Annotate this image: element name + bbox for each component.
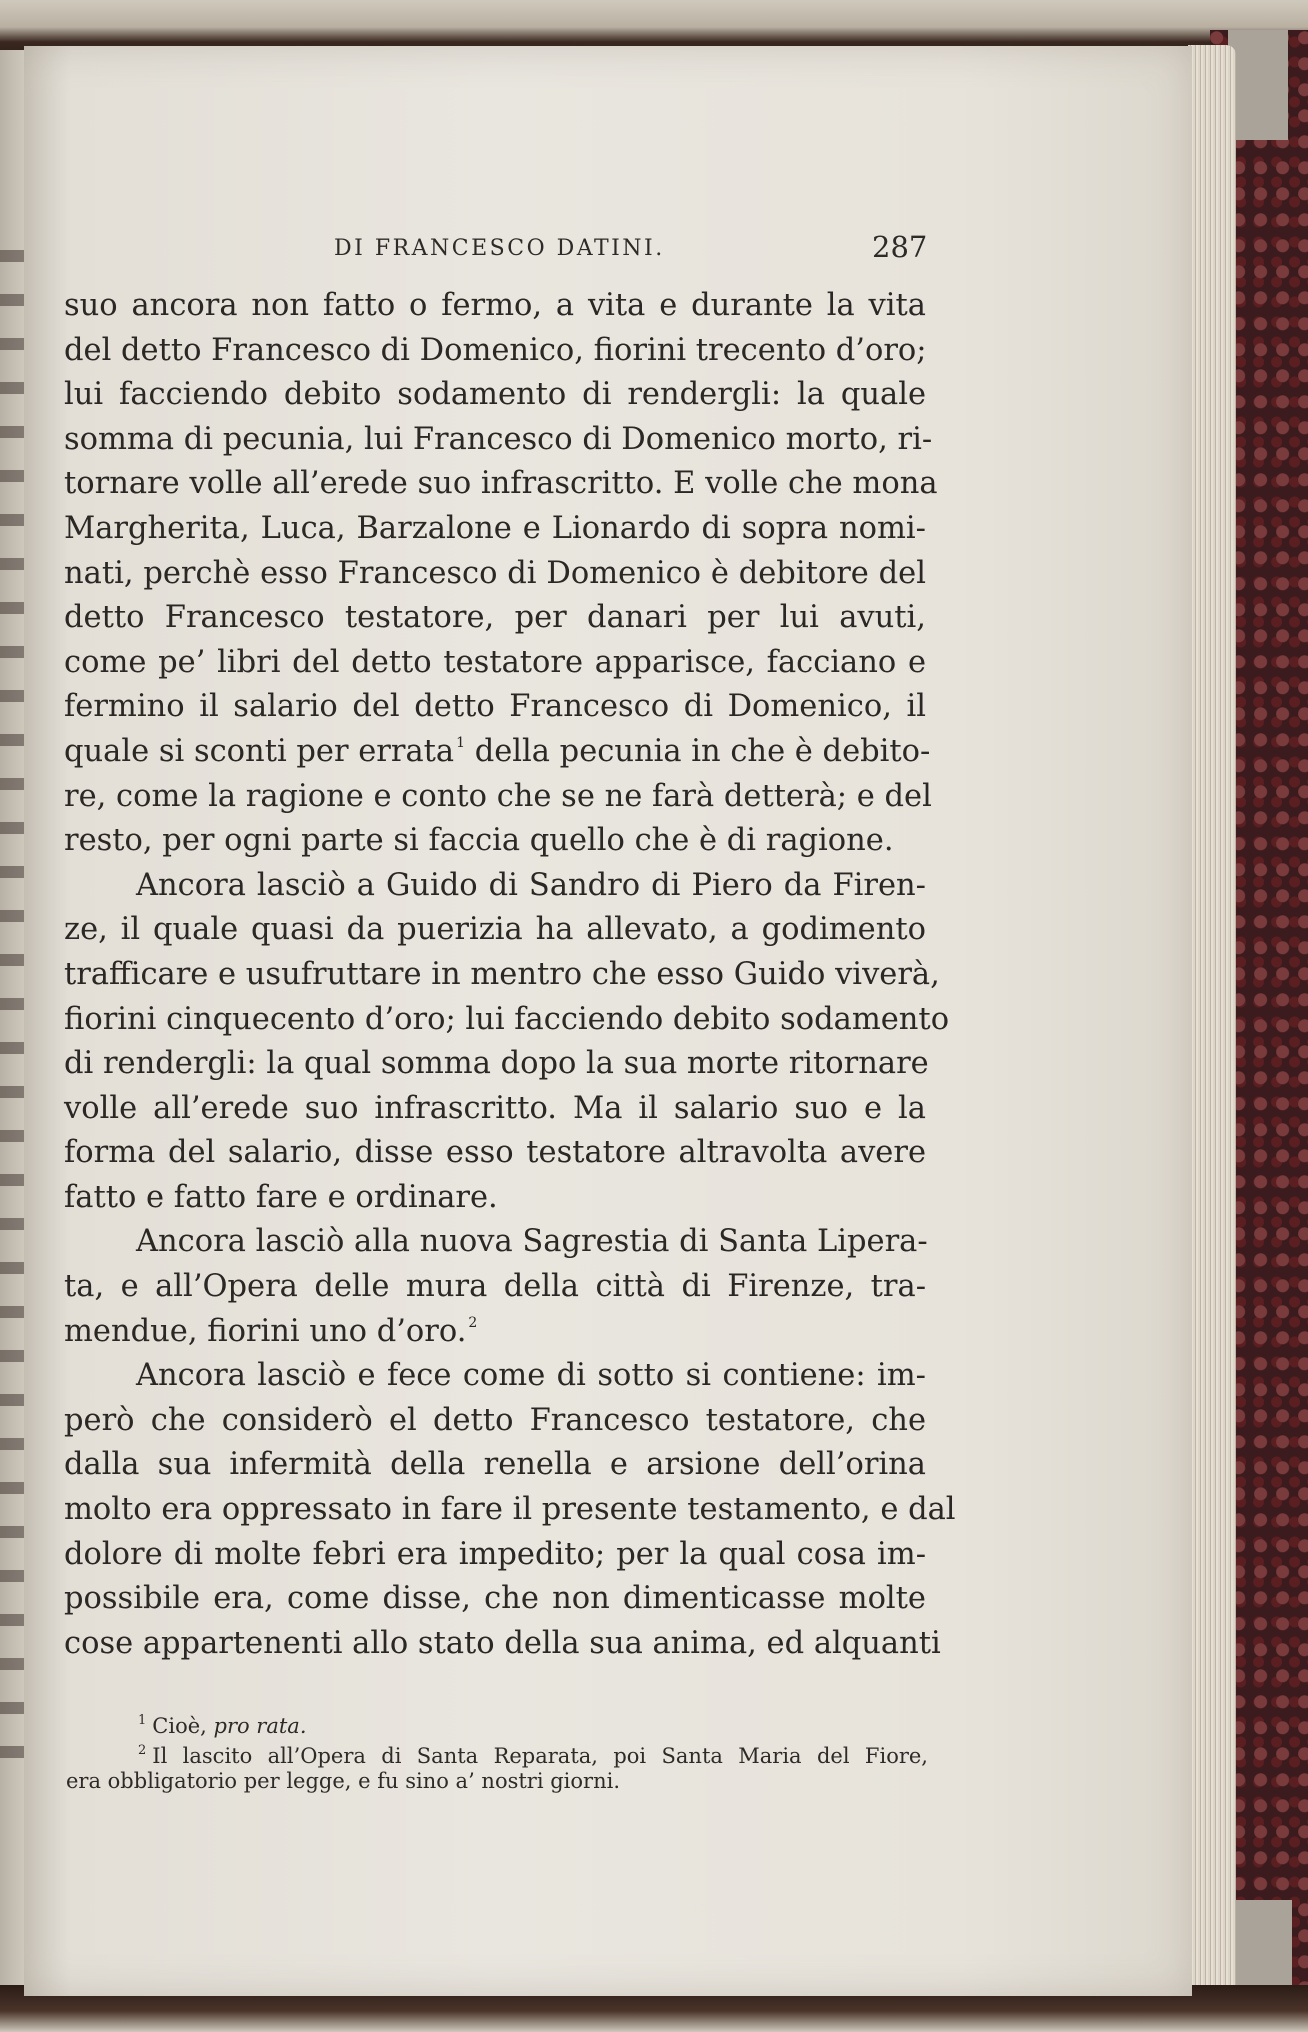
text-line: resto, per ogni parte si faccia quello che è di ragione. [64, 823, 894, 859]
text-line: però che considerò el detto Francesco testatore, che [64, 1402, 926, 1438]
text-line: Ancora lasciò a Guido di Sandro di Piero da Firen- [136, 867, 926, 903]
running-head-title: DI FRANCESCO DATINI. [334, 236, 665, 261]
text-line: fatto e fatto fare e ordinare. [64, 1179, 498, 1215]
body-text [64, 284, 956, 1666]
text-line: fermino il salario del detto Francesco di Domenico, il [64, 689, 926, 725]
text-segment: mendue, fiorini uno d’oro. [64, 1313, 467, 1349]
footnotes [66, 1706, 928, 1796]
text-line-with-note [64, 730, 931, 775]
text-line: Margherita, Luca, Barzalone e Lionardo di sopra nomi- [64, 510, 926, 546]
text-line: del detto Francesco di Domenico, fiorini trecento d’oro; [64, 332, 927, 368]
text-line: come pe’ libri del detto testatore apparisce, facciano e [64, 644, 926, 680]
text-line: Ancora lasciò alla nuova Sagrestia di Santa Lipera- [136, 1224, 928, 1260]
text-line: fiorini cinquecento d’oro; lui facciendo debito sodamento [64, 1001, 950, 1037]
text-line: di rendergli: la qual somma dopo la sua morte ritornare [64, 1046, 929, 1082]
text-line: volle all’erede suo infrascritto. Ma il salario suo e la [64, 1090, 926, 1126]
footnote-2-continuation: era obbligatorio per legge, e fu sino a’ nostri giorni. [66, 1769, 620, 1793]
footnote-text: Il lascito all’Opera di Santa Reparata, poi Santa Maria del Fiore, [152, 1744, 928, 1768]
footnote-1 [66, 1706, 928, 1736]
text-line: ze, il quale quasi da puerizia ha allevato, a godimento [64, 912, 926, 948]
text-line: molto era oppressato in fare il presente testamento, e dal [64, 1492, 956, 1528]
text-line: cose appartenenti allo stato della sua anima, ed alquanti [64, 1625, 941, 1661]
text-line: dolore di molte febri era impedito; per la qual cosa im- [64, 1536, 926, 1572]
text-line: detto Francesco testatore, per danari per lui avuti, [64, 600, 926, 636]
cover-corner-top [1228, 30, 1288, 140]
text-line: somma di pecunia, lui Francesco di Domenico morto, ri- [64, 421, 933, 457]
footnote-ref-2: 2 [468, 1314, 478, 1331]
footnote-2 [66, 1736, 928, 1766]
book-page [24, 46, 1192, 1996]
text-line: ta, e all’Opera delle mura della città di Firenze, tra- [64, 1269, 926, 1305]
text-line: lui facciendo debito sodamento di rendergli: la quale [64, 377, 926, 413]
text-segment: quale si sconti per errata [64, 733, 455, 769]
text-line: trafficare e usufruttare in mentro che esso Guido viverà, [64, 956, 940, 992]
footnote-italic: pro rata. [213, 1714, 307, 1738]
text-line: tornare volle all’erede suo infrascritto. E volle che mona [64, 466, 938, 502]
text-line: Ancora lasciò e fece come di sotto si contiene: im- [136, 1358, 926, 1394]
text-line: suo ancora non fatto o fermo, a vita e durante la vita [64, 288, 926, 323]
text-line-with-note [64, 1310, 926, 1355]
page-edges [1188, 45, 1236, 2000]
footnote-text: Cioè, [152, 1714, 207, 1738]
text-line: possibile era, come disse, che non dimenticasse molte [64, 1581, 926, 1617]
text-line: dalla sua infermità della renella e arsione dell’orina [64, 1447, 926, 1483]
footnote-marker: 1 [138, 1713, 147, 1728]
text-line: nati, perchè esso Francesco di Domenico è debitore del [64, 555, 926, 591]
running-head [24, 226, 1192, 266]
text-line: forma del salario, disse esso testatore altravolta avere [64, 1135, 926, 1171]
footnote-marker: 2 [138, 1743, 147, 1758]
footnote-ref-1: 1 [456, 734, 466, 751]
text-segment: della pecunia in che è debito- [465, 733, 931, 769]
text-line: re, come la ragione e conto che se ne farà detterà; e del [64, 778, 932, 814]
page-number: 287 [872, 230, 928, 264]
